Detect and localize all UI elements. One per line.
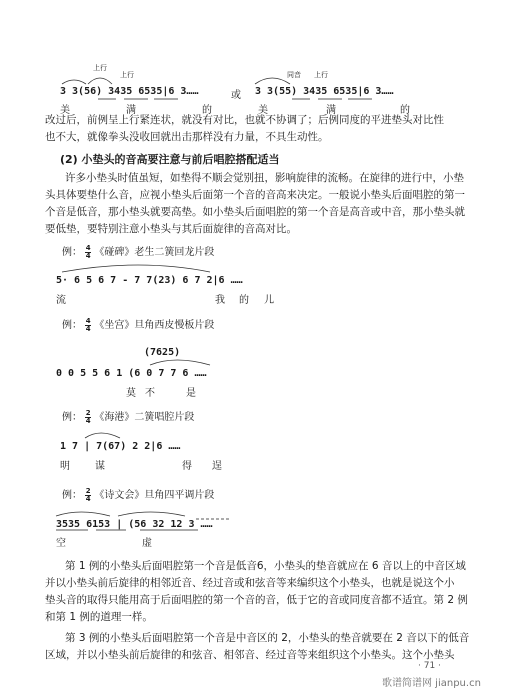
step-mark: 上行: [314, 71, 328, 79]
or-label: 或: [231, 90, 241, 101]
lyric: 满: [126, 105, 136, 116]
slur-arc: [56, 512, 110, 516]
example-label: 例：: [62, 490, 82, 501]
text-line: 第 1 例的小垫头后面唱腔第一个音是低音6，小垫头的垫音就应在 6 音以上的中音区域: [65, 560, 466, 572]
text-line: 个音是低音，那小垫头就要高垫。如小垫头后面唱腔的第一个音是高音或中音，那小垫头就: [45, 206, 465, 218]
example-label: 例：: [62, 320, 82, 331]
slur-arc: [85, 433, 120, 438]
lyric: 儿: [264, 295, 274, 306]
lyric: 空: [56, 538, 66, 549]
section-heading: (2) 小垫头的音高要注意与前后唱腔搭配适当: [60, 153, 280, 166]
example-label: 例：: [62, 412, 82, 423]
text-line: 也不大，就像拳头没收回就出击那样没有力量，不具生动性。: [45, 131, 329, 143]
lyric: 美: [258, 105, 268, 116]
lyric: 的: [400, 105, 410, 116]
step-mark: 上行: [93, 64, 107, 72]
example-title: 《海港》二簧唱腔片段: [94, 412, 195, 423]
time-signature: $\frac{4}{4}$: [85, 316, 91, 333]
page-number: · 71 ·: [418, 661, 441, 671]
score-notes-left: 3 3(56) 3435 6535|6 3……: [60, 86, 199, 97]
slur-arc: [88, 78, 112, 84]
lyric: 美: [60, 105, 70, 116]
time-signature: $\frac{4}{4}$: [85, 243, 91, 260]
score-notes: 0 0 5 5 6 1 (6 0 7 7 6 ……: [56, 368, 207, 379]
text-line: 第 3 例的小垫头后面唱腔第一个音是中音区的 2，小垫头的垫音就要在 2 音以下的低音: [65, 632, 470, 644]
slur-arc: [118, 512, 185, 516]
lyric: 不: [145, 388, 155, 399]
example-label: 例：: [62, 247, 82, 258]
score-notes: 3535 6153 | (56 32 12 3 ……: [56, 519, 213, 530]
text-line: 要低垫，要特别注意小垫头与其后面旋律的音高对比。: [45, 223, 297, 235]
score-notes-right: 3 3(55) 3435 6535|6 3……: [255, 86, 394, 97]
lyric: 流: [56, 295, 66, 306]
lyric: 的: [202, 105, 212, 116]
lyric: 的: [239, 295, 249, 306]
step-mark: 同音: [287, 71, 301, 79]
lyric: 满: [326, 105, 336, 116]
lyric: 谋: [95, 461, 105, 472]
lyric: 虚: [142, 538, 152, 549]
text-line: 许多小垫头时值虽短，如垫得不顺会觉别扭，影响旋律的流畅。在旋律的进行中，小垫: [65, 172, 464, 184]
lyric: 我: [215, 295, 225, 306]
example-title: 《诗文会》旦角四平调片段: [94, 490, 215, 501]
score-ornament: (7625): [144, 347, 181, 358]
score-notes: 1 7 | 7(67) 2 2|6 ……: [60, 441, 181, 452]
slur-arc: [255, 78, 290, 84]
text-line: 区域，并以小垫头前后旋律的和弦音、相邻音、经过音等来组织这个小垫头。这个小垫头: [45, 649, 455, 661]
slur-arc: [150, 360, 210, 365]
lyric: 是: [186, 388, 196, 399]
slur-arc: [62, 265, 210, 272]
text-line: 垫头音的取得只能用高于后面唱腔的第一个音的音，低于它的音或同度音都不适宜。第 2 例: [45, 594, 468, 606]
lyric: 逞: [212, 461, 222, 472]
lyric: 明: [60, 461, 70, 472]
text-line: 并以小垫头前后旋律的相邻近音、经过音或和弦音等来编织这个小垫头，也就是说这个小: [45, 577, 455, 589]
score-notes: 5· 6 5 6 7 - 7 7(23) 6 7 2|6 ……: [56, 275, 243, 286]
time-signature: $\frac{2}{4}$: [85, 408, 91, 425]
slur-arc: [62, 80, 86, 84]
lyric: 莫: [126, 388, 136, 399]
text-line: 和第 1 例的道理一样。: [45, 611, 153, 623]
example-title: 《碰碑》老生二簧回龙片段: [94, 247, 215, 258]
text-line: 改过后，前例呈上行紧连状，就没有对比，也就不协调了；后例同度的平进垫头对比性: [45, 114, 444, 126]
lyric: 得: [182, 461, 192, 472]
time-signature: $\frac{2}{4}$: [85, 486, 91, 503]
step-mark: 上行: [120, 71, 134, 79]
text-line: 头具体要垫什么音，应视小垫头后面第一个音的音高来决定。一般说小垫头后面唱腔的第一: [45, 189, 465, 201]
example-title: 《坐宫》旦角西皮慢板片段: [94, 320, 215, 331]
watermark: 歌谱简谱网 jianpu.cn: [382, 678, 481, 689]
